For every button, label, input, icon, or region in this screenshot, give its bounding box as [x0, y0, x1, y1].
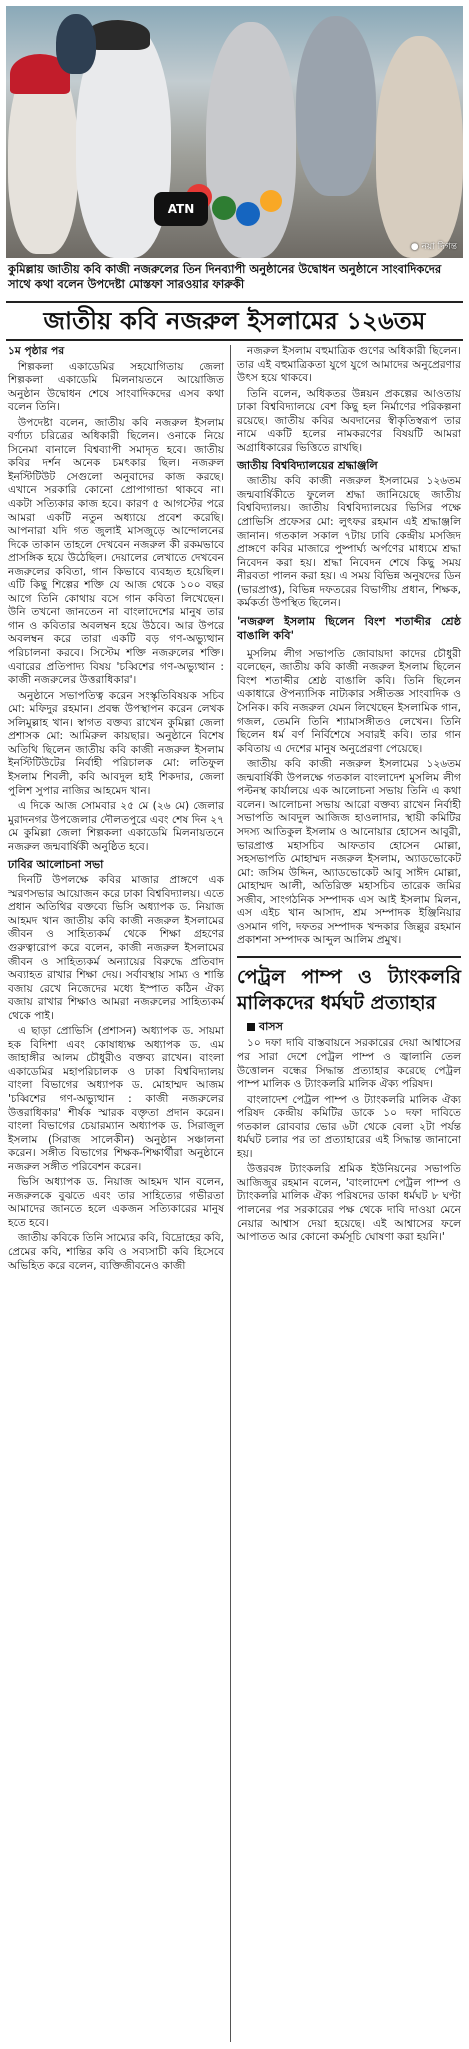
paragraph: জাতীয় কবিকে তিনি সাম্যের কবি, বিদ্রোহের কবি, প্রেমের কবি, শান্তির কবি ও সব্যসাচী কবি হিসেবে অভিহিত করে বলেন, ব্যক্তিজীবনেও কাজী	[8, 1232, 224, 1272]
continued-label: ১ম পৃষ্ঠার পর	[8, 345, 65, 357]
paragraph: জাতীয় কবি কাজী নজরুল ইসলামের ১২৬তম জন্মবার্ষিকী উপলক্ষে গতকাল বাংলাদেশ মুসলিম লীগ পল্টনস্থ কার্যালয়ে এক আলোচনা সভায় তিনি এ কথা বলেন। আলোচনা সভায় আরো বক্তব্য রাখেন নির্বাহী সভাপতি আবদুল আজিজ হাওলাদার, স্থায়ী কমিটির সদস্য আতিকুল ইসলাম ও আনোয়ার হোসেন আবুরী, ভারপ্রাপ্ত মহাসচিব আফতাব হোসেন মোল্লা, সহসভাপতি মোহাম্মদ নজরুল ইসলাম, অ্যাডভোকেট মো: জসিম উদ্দিন, অ্যাডভোকেট আবু সাঈদ মোল্লা, মোহাম্মদ আলী, অতিরিক্ত মহাসচিব তারেক জমির সজীব, সাংগঠনিক সম্পাদক এস আই ইসলাম মিলন, এস এইচ খান আসাদ, শ্রম সম্পাদক ইঞ্জিনিয়ার ওসমান গণি, দফতর সম্পাদক খন্দকার জিল্লুর রহমান প্রকাশনা সম্পাদক আব্দুল আলিম প্রমুখ।	[237, 758, 461, 947]
paragraph: বাংলাদেশ পেট্রল পাম্প ও ট্যাংকলরি মালিক ঐক্য পরিষদ কেন্দ্রীয় কমিটির ডাকে ১০ দফা দাবিতে গতকাল রোববার ভোর ৬টা থেকে বেলা ২টা পর্যন্ত ধর্মঘট চলার পর তা প্রত্যাহারের এই সিদ্ধান্ত জানানো হয়।	[237, 1093, 461, 1160]
tv-logo: ATN	[154, 192, 208, 226]
microphone-icon	[212, 196, 236, 220]
byline	[247, 1020, 461, 1034]
square-bullet-icon	[247, 1023, 255, 1031]
paragraph: মুসলিম লীগ সভাপতি জোবায়দা কাদের চৌধুরী বলেছেন, জাতীয় কবি কাজী নজরুল ইসলাম ছিলেন বিংশ শতাব্দীর শ্রেষ্ঠ বাঙালি কবি। তিনি ছিলেন একাধারে ঔপন্যাসিক নাট্যকার সঙ্গীতজ্ঞ সাংবাদিক ও সৈনিক। কবি নজরুল যেমন লিখেছেন ইসলামিক গান, গজল, তেমনি তিনি শ্যামাসঙ্গীতও লেখেন। তিনি ছিলেন ধর্ম বর্ণ নির্বিশেষে সবারই কবি। তার গান কবিতায় এ দেশের মানুষ অনুপ্রেরণা পেয়েছে।	[237, 647, 461, 755]
photo-caption: কুমিল্লায় জাতীয় কবি কাজী নজরুলের তিন দিনব্যাপী অনুষ্ঠানের উদ্বোধন অনুষ্ঠানে সাংবাদিকদের সাথে কথা বলেন উপদেষ্টা মোস্তফা সারওয়ার ফারুকী	[8, 262, 442, 291]
divider	[6, 339, 463, 341]
person-right-2	[296, 16, 376, 196]
paragraph: শিল্পকলা একাডেমির সহযোগিতায় জেলা শিল্পকলা একাডেমি মিলনায়তনে আয়োজিত অনুষ্ঠান উদ্বোধন শেষে সাংবাদিকদের এসব কথা বলেন তিনি।	[8, 360, 224, 414]
subhead: ঢাবির আলোচনা সভা	[8, 858, 104, 872]
divider	[6, 301, 463, 303]
paragraph: উত্তরবঙ্গ ট্যাংকলরি শ্রমিক ইউনিয়নের সভাপতি আজিজুর রহমান বলেন, 'বাংলাদেশ পেট্রল পাম্প ও ট্যাংকলরি মালিক ঐক্য পরিষদের ডাকা ধর্মঘট ৮ ঘণ্টা পালনের পর সরকারের পক্ষ থেকে দাবি দাওয়া মেনে নেয়ার আশ্বাস দেয়া হয়েছে। এই আশ্বাসের ফলে আপাতত আর কোনো কর্মসূচি ঘোষণা করা হয়নি।'	[237, 1163, 461, 1244]
paragraph: ভিসি অধ্যাপক ড. নিয়াজ আহমদ খান বলেন, নজরুলকে বুঝতে এবং তার সাহিত্যের গভীরতা আমাদের জানতে হলে একজন সত্যিকারের মানুষ হতে হবে।	[8, 1176, 224, 1229]
subhead-quote: 'নজরুল ইসলাম ছিলেন বিংশ শতাব্দীর শ্রেষ্ঠ বাঙালি কবি'	[237, 614, 461, 643]
microphone-icon	[260, 190, 282, 212]
person-officer	[56, 14, 96, 74]
paragraph: দিনটি উপলক্ষে কবির মাজার প্রাঙ্গণে এক স্মরণসভার আয়োজন করে ঢাকা বিশ্ববিদ্যালয়। এতে প্রধান অতিথির বক্তব্যে ভিসি অধ্যাপক ড. নিয়াজ আহমদ খান জাতীয় কবি কাজী নজরুল ইসলামের জীবন ও সাহিত্যকর্ম থেকে শিক্ষা গ্রহণের গুরুত্বারোপ করে বলেন, কাজী নজরুল ইসলামের জীবন ও সাহিত্যকর্ম অন্যায়ের বিরুদ্ধে প্রতিবাদ অব্যাহত রাখার শিক্ষা দেয়। সর্বাবস্থায় সাম্য ও শান্তি বজায় রেখে নিজেদের মধ্যে ইস্পাত কঠিন ঐক্য বজায় রাখার শিক্ষাও আমরা নজরুলের সাহিত্যকর্ম থেকে পাই।	[8, 874, 224, 1022]
paragraph: অনুষ্ঠানে সভাপতিত্ব করেন সংস্কৃতিবিষয়ক সচিব মো: মফিদুর রহমান। প্রবন্ধ উপস্থাপন করেন লেখক সলিমুল্লাহ খান। স্বাগত বক্তব্য রাখেন কুমিল্লা জেলা প্রশাসক মো: আমিরুল কায়ছার। অনুষ্ঠানে বিশেষ অতিথি ছিলেন জাতীয় কবি কাজী নজরুল ইসলাম ইনস্টিটিউটের নির্বাহী পরিচালক মো: লতিফুল ইসলাম শিবলী, কবি আবদুল হাই শিকদার, জেলা পুলিশ সুপার নাজির আহমেদ খান।	[8, 689, 224, 797]
left-column	[8, 345, 224, 1275]
paragraph: জাতীয় কবি কাজী নজরুল ইসলামের ১২৬তম জন্মবার্ষিকীতে ফুলেল শ্রদ্ধা জানিয়েছে জাতীয় বিশ্ববিদ্যালয়। জাতীয় বিশ্ববিদ্যালয়ের ভিসির পক্ষে প্রোভিসি প্রফেসর মো: লুৎফর রহমান এই শ্রদ্ধাঞ্জলি জানান। গতকাল সকাল ৭টায় ঢাবি কেন্দ্রীয় মসজিদ প্রাঙ্গণে কবির মাজারে পুষ্পার্ঘ্য অর্পণের মাধ্যমে শ্রদ্ধা নিবেদন করা হয়। শ্রদ্ধা নিবেদন শেষে কিছু সময় নীরবতা পালন করা হয়। এ সময় বিভিন্ন অনুষদের ডিন (ভারপ্রাপ্ত), বিভিন্ন দফতরের বিভাগীয় প্রধান, শিক্ষক, কর্মকর্তা উপস্থিত ছিলেন।	[237, 475, 461, 610]
photo-credit: ● নয়া দিগন্ত	[410, 242, 457, 252]
paragraph: এ দিকে আজ সোমবার ২৫ মে (২৬ মে) জেলার মুরাদনগর উপজেলার দৌলতপুরে এবং শেষ দিন ২৭ মে কুমিল্লা জেলা শিল্পকলা একাডেমি মিলনায়তনে নজরুল জন্মবার্ষিকী অনুষ্ঠিত হবে।	[8, 800, 224, 853]
headline: জাতীয় কবি নজরুল ইসলামের ১২৬তম	[43, 307, 426, 335]
second-story	[237, 956, 461, 1245]
column-divider	[230, 345, 231, 2042]
paragraph: ১০ দফা দাবি বাস্তবায়নে সরকারের দেয়া আশ্বাসের পর সারা দেশে পেট্রল পাম্প ও জ্বালানি তেল উত্তোলন বন্ধের সিদ্ধান্ত প্রত্যাহার করেছে পেট্রল পাম্প মালিক ও ট্যাংকলরি মালিক ঐক্য পরিষদ।	[237, 1037, 461, 1091]
news-photo	[6, 6, 463, 258]
second-story-headline: পেট্রল পাম্প ও ট্যাংকলরি মালিকদের ধর্মঘট প্রত্যাহার	[237, 965, 461, 1014]
right-column	[237, 345, 461, 1247]
person-right-3	[376, 36, 463, 258]
paragraph: নজরুল ইসলাম বহুমাত্রিক গুণের অধিকারী ছিলেন। তার এই বহুমাত্রিকতা যুগে যুগে আমাদের অনুপ্রেরণার উৎস হয়ে থাকবে।	[237, 345, 461, 385]
paragraph: তিনি বলেন, অধিকতর উন্নয়ন প্রকল্পের আওতায় ঢাকা বিশ্ববিদ্যালয়ে বেশ কিছু হল নির্মাণের পরিকল্পনা রয়েছে। জাতীয় কবির অবদানের স্বীকৃতিস্বরূপ তার নামে একটি হলের নামকরণের বিষয়টি আমরা অগ্রাধিকারের ভিত্তিতে রাখছি।	[237, 387, 461, 454]
paragraph: এ ছাড়া প্রোভিসি (প্রশাসন) অধ্যাপক ড. সায়মা হক বিদিশা এবং কোষাধ্যক্ষ অধ্যাপক ড. এম জাহাঙ্গীর আলম চৌধুরীও বক্তব্য রাখেন। বাংলা একাডেমির মহাপরিচালক ও ঢাকা বিশ্ববিদ্যালয় বাংলা বিভাগের অধ্যাপক ড. মোহাম্মদ আজম 'চব্বিশের গণ-অভ্যুত্থান : কাজী নজরুলের উত্তরাধিকার' শীর্ষক স্মারক বক্তৃতা প্রদান করেন। বাংলা বিভাগের চেয়ারম্যান অধ্যাপক ড. সিরাজুল ইসলাম (সিরাজ সালেকীন) অনুষ্ঠান সঞ্চালনা করেন। সঙ্গীত বিভাগের শিক্ষক-শিক্ষার্থীরা অনুষ্ঠানে নজরুল সঙ্গীত পরিবেশন করেন।	[8, 1025, 224, 1173]
byline-text: বাসস	[259, 1019, 283, 1033]
microphone-icon	[236, 202, 260, 226]
paragraph: উপদেষ্টা বলেন, জাতীয় কবি নজরুল ইসলাম বর্ণাঢ্য চরিত্রের অধিকারী ছিলেন। ওনাকে নিয়ে সিনেমা বানালে বিশ্বব্যাপী সমাদৃত হবে। জাতীয় কবির দর্শন অনেক চমৎকার ছিল। নজরুল ইনস্টিটিউট সেগুলো অনুবাদের কাজ করছে। এখানে সরকারি কোনো প্রোপাগান্ডা থাকবে না। একটা সত্যিকার কাজ হবে। কারণ ৫ আগস্টের পরে আমরা একটি নতুন অধ্যায়ে প্রবেশ করেছি। আপনারা যদি গত জুলাই মাসজুড়ে আন্দোলনের দিকে তাকান তাহলে দেখবেন নজরুল কী রকমভাবে প্রাসঙ্গিক হয়ে উঠেছিল। দেয়ালের লেখাতে দেখবেন নজরুলের কবিতা, গান কিভাবে ব্যবহৃত হয়েছিল। এটি কিছু শিল্পের শক্তি যে আজ থেকে ১০০ বছর আগে তিনি কোথায় বসে গান কবিতা লিখেছেন। উনি তখনো জানতেন না বাংলাদেশের মানুষ তার গান ও কবিতার অবলম্বন হয়ে উঠবে। আর উপরে অবলম্বন করে তারা একটি বড় গণ-অভ্যুত্থান পরিচালনা করবে। সিস্টেম শক্তি নজরুলের শক্তি। এবারের প্রতিপাদ্য বিষয় 'চব্বিশের গণ-অভ্যুত্থান : কাজী নজরুলের উত্তরাধিকার'।	[8, 416, 224, 687]
subhead: জাতীয় বিশ্ববিদ্যালয়ের শ্রদ্ধাঞ্জলি	[237, 459, 378, 473]
